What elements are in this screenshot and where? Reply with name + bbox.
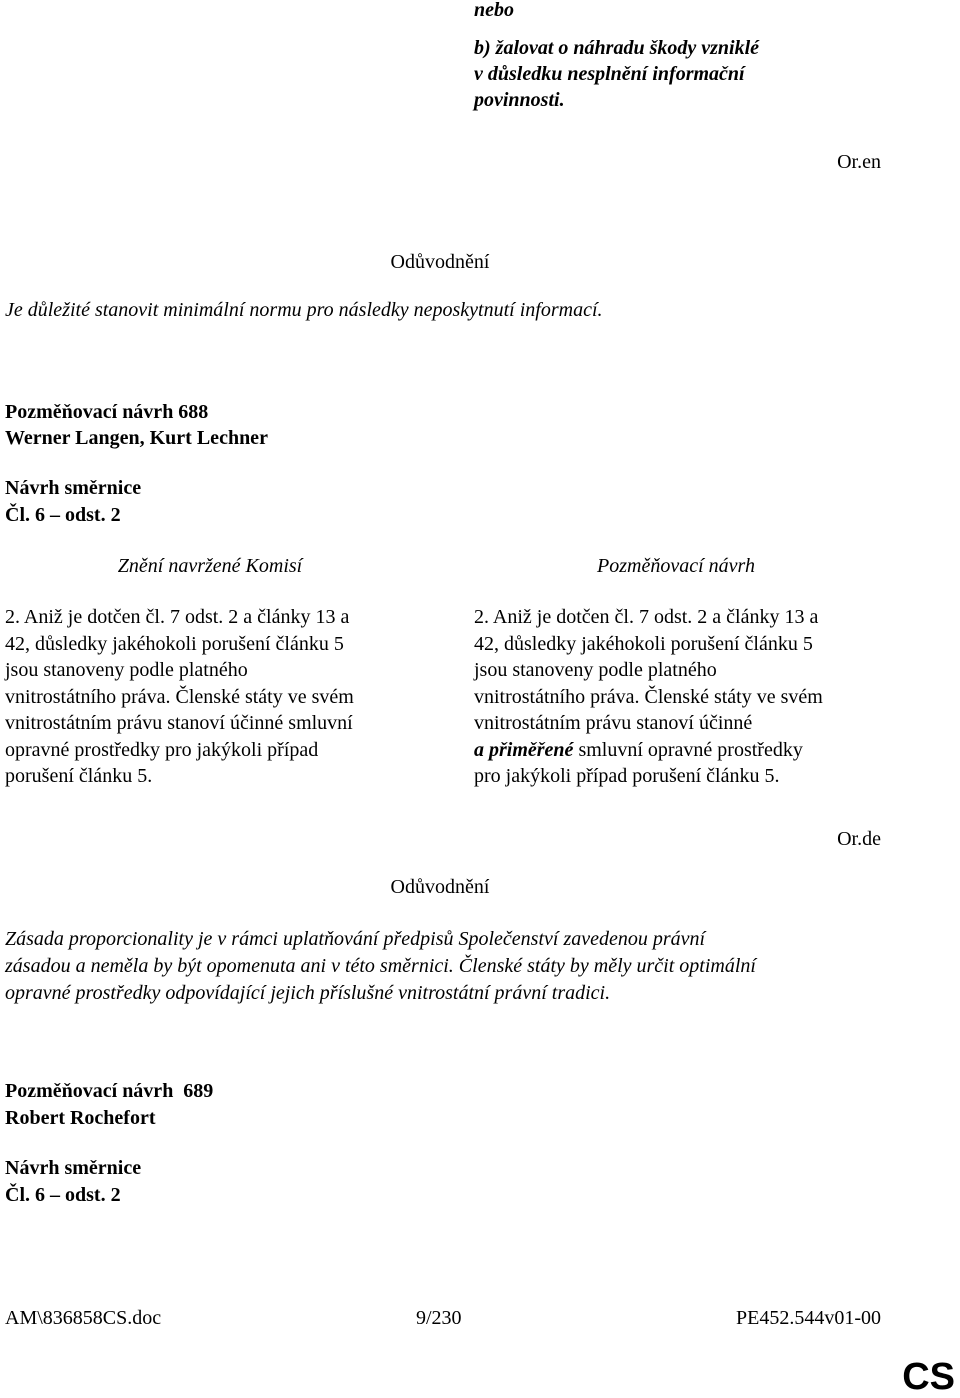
commission-line: 42, důsledky jakéhokoli porušení článku 5: [5, 632, 344, 655]
amendment-689-proposal: Návrh směrnice: [5, 1157, 142, 1179]
commission-line: jsou stanoveny podle platného: [5, 659, 248, 681]
commission-text-header: Znění navržené Komisí: [117, 555, 303, 577]
amendment-text-column: [474, 604, 823, 790]
amendment-688-authors: Werner Langen, Kurt Lechner: [5, 427, 268, 449]
amendment-line: vnitrostátního práva. Členské státy ve svém: [474, 685, 823, 708]
justification-heading-1: Odůvodnění: [390, 251, 490, 273]
amendment-line: pro jakýkoli případ porušení článku 5.: [474, 765, 780, 787]
justification-text-1: Je důležité stanovit minimální normu pro následky neposkytnutí informací.: [5, 299, 603, 321]
footer-language-code: CS: [902, 1356, 955, 1398]
amendment-line: vnitrostátním právu stanoví účinné: [474, 712, 753, 734]
amendment-line: jsou stanoveny podle platného: [474, 659, 717, 681]
justification-line: zásadou a neměla by být opomenuta ani v této směrnici. Členské státy by měly určit optimální: [5, 955, 756, 977]
justification-heading-2: Odůvodnění: [390, 876, 490, 898]
amendment-688-article: Čl. 6 – odst. 2: [5, 504, 121, 526]
amendment-689-authors: Robert Rochefort: [5, 1107, 156, 1129]
commission-text-column: [5, 604, 354, 790]
justification-line: Zásada proporcionality je v rámci uplatňování předpisů Společenství zavedenou právní: [5, 928, 706, 950]
continuation-line-2: v důsledku nesplnění informační: [474, 63, 745, 85]
footer-doc-id: AM\836858CS.doc: [5, 1307, 162, 1329]
commission-line: 2. Aniž je dotčen čl. 7 odst. 2 a články 13 a: [5, 606, 350, 628]
amendment-689-article: Čl. 6 – odst. 2: [5, 1184, 121, 1206]
nebo-text: nebo: [474, 0, 514, 21]
footer-page-number: 9/230: [416, 1307, 462, 1329]
commission-line: opravné prostředky pro jakýkoli případ: [5, 738, 319, 761]
justification-line: opravné prostředky odpovídající jejich příslušné vnitrostátní právní tradici.: [5, 982, 611, 1004]
amendment-header: Pozměňovací návrh: [597, 555, 755, 577]
amendment-688-proposal: Návrh směrnice: [5, 477, 142, 499]
amendment-line-6: [474, 737, 823, 764]
amendment-689-title: Pozměňovací návrh 689: [5, 1080, 214, 1102]
commission-line: porušení článku 5.: [5, 765, 153, 787]
amendment-line: 2. Aniž je dotčen čl. 7 odst. 2 a články 13 a: [474, 606, 819, 628]
commission-line: vnitrostátním právu stanoví účinné smluvní: [5, 712, 353, 734]
amendment-inserted-text: a přiměřené: [474, 738, 574, 761]
amendment-688-title: Pozměňovací návrh 688: [5, 401, 209, 423]
continuation-line-1: b) žalovat o náhradu škody vzniklé: [474, 37, 760, 59]
continuation-line-3: povinnosti.: [474, 89, 565, 111]
amendment-line: 42, důsledky jakéhokoli porušení článku 5: [474, 632, 813, 655]
amendment-line-rest: smluvní opravné prostředky: [573, 738, 803, 761]
original-language-en: Or.en: [837, 151, 881, 173]
commission-line: vnitrostátního práva. Členské státy ve svém: [5, 685, 354, 708]
footer-reference: PE452.544v01-00: [736, 1307, 881, 1329]
original-language-de: Or.de: [837, 828, 881, 850]
